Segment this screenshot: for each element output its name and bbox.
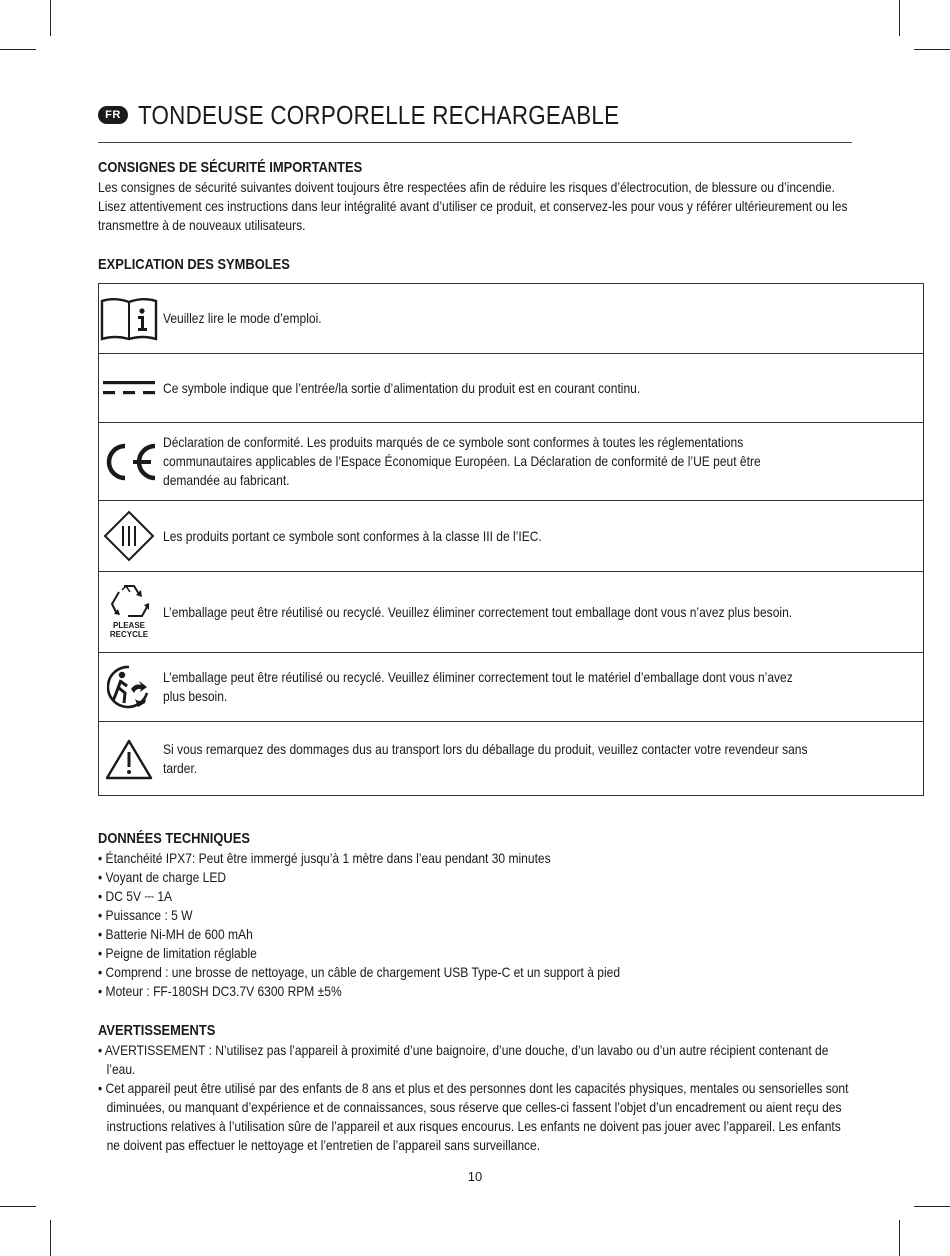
list-item: • Étanchéité IPX7: Peut être immergé jusqu’à 1 mètre dans l’eau pendant 30 minutes bbox=[98, 850, 551, 866]
warnings-heading: AVERTISSEMENTS bbox=[98, 1022, 216, 1039]
crop-mark bbox=[50, 0, 51, 36]
list-item: • Puissance : 5 W bbox=[98, 907, 193, 923]
list-item: • Voyant de charge LED bbox=[98, 869, 227, 885]
symbol-row bbox=[99, 722, 924, 796]
safety-heading: CONSIGNES DE SÉCURITÉ IMPORTANTES bbox=[98, 159, 363, 176]
symbol-description: Si vous remarquez des dommages dus au transport lors du déballage du produit, veuillez contacter votre revendeur sans tarder. bbox=[163, 740, 808, 776]
direct-current-icon bbox=[101, 378, 157, 398]
safety-paragraph: Les consignes de sécurité suivantes doivent toujours être respectées afin de réduire les risques d’électrocution, de blessure ou d’incendie. Lisez attentivement ces instructions dans leur intégralité avant d’utiliser ce produit, et conservez-les pour vous y référer ultérieurement ou les transmettre à de nouveaux utilisateurs. bbox=[98, 179, 848, 233]
symbol-row bbox=[99, 501, 924, 572]
class-iii-icon bbox=[102, 509, 156, 563]
symbol-row bbox=[99, 284, 924, 354]
recycle-label: PLEASE bbox=[112, 621, 145, 630]
list-item: • Moteur : FF-180SH DC3.7V 6300 RPM ±5% bbox=[98, 983, 342, 999]
tech-heading: DONNÉES TECHNIQUES bbox=[98, 830, 250, 847]
ce-mark-icon bbox=[99, 440, 159, 484]
symbol-description: L’emballage peut être réutilisé ou recyclé. Veuillez éliminer correctement tout le matériel d’emballage dont vous n’avez plus besoin. bbox=[163, 669, 793, 704]
symbol-row bbox=[99, 354, 924, 423]
tech-list bbox=[98, 849, 852, 1001]
read-manual-icon bbox=[99, 295, 159, 343]
crop-mark bbox=[899, 1220, 900, 1256]
list-item: • Cet appareil peut être utilisé par des enfants de 8 ans et plus et des personnes dont les capacités physiques, mentales ou sensorielles sont diminuées, ou manquant d’expérience et de connaissances, sous réserve que celles-ci fassent l’objet d’un encadrement ou aient reçu des instructions relatives à l’utilisation sûre de l’appareil et aux risques encourus. Les enfants ne doivent pas jouer avec l’appareil. Les enfants ne doivent pas effectuer le nettoyage et l’entretien de l’appareil sans surveillance. bbox=[98, 1080, 849, 1153]
crop-mark bbox=[0, 1206, 36, 1207]
language-badge: FR bbox=[98, 106, 128, 124]
symbols-table bbox=[98, 283, 924, 796]
crop-mark bbox=[50, 1220, 51, 1256]
symbol-description: Veuillez lire le mode d’emploi. bbox=[163, 310, 322, 326]
symbol-row bbox=[99, 572, 924, 653]
warnings-list bbox=[98, 1041, 852, 1155]
page-number: 10 bbox=[467, 1169, 483, 1184]
symbol-description: Déclaration de conformité. Les produits marqués de ce symbole sont conformes à toutes les réglementations communautaires applicables de l’Espace Économique Européen. La Déclaration de conformité de l’UE peut être demandée au fabricant. bbox=[163, 434, 761, 488]
list-item: • DC 5V ⎓ 1A bbox=[98, 888, 173, 904]
symbol-description: L’emballage peut être réutilisé ou recyclé. Veuillez éliminer correctement tout emballage dont vous n’avez plus besoin. bbox=[163, 603, 793, 620]
crop-mark bbox=[914, 49, 950, 50]
crop-mark bbox=[914, 1206, 950, 1207]
symbol-description: Les produits portant ce symbole sont conformes à la classe III de l’IEC. bbox=[163, 527, 542, 544]
symbols-heading: EXPLICATION DES SYMBOLES bbox=[98, 256, 290, 273]
page-title: TONDEUSE CORPORELLE RECHARGEABLE bbox=[138, 100, 620, 130]
symbol-description: Ce symbole indique que l’entrée/la sortie d’alimentation du produit est en courant continu. bbox=[163, 379, 641, 396]
crop-mark bbox=[0, 49, 36, 50]
recycle-label: RECYCLE bbox=[109, 630, 149, 639]
crop-mark bbox=[899, 0, 900, 36]
please-recycle-icon bbox=[106, 582, 152, 639]
list-item: • AVERTISSEMENT : N’utilisez pas l’appareil à proximité d’une baignoire, d’une douche, d’un lavabo ou d’un autre récipient contenant de l’eau. bbox=[98, 1042, 829, 1077]
symbol-row bbox=[99, 423, 924, 501]
page-header bbox=[98, 98, 852, 143]
list-item: • Peigne de limitation réglable bbox=[98, 945, 257, 961]
warning-icon bbox=[104, 737, 154, 781]
triman-icon bbox=[107, 663, 151, 711]
list-item: • Comprend : une brosse de nettoyage, un câble de chargement USB Type-C et un support à pied bbox=[98, 964, 621, 980]
symbol-row bbox=[99, 653, 924, 722]
recycle-arrows-icon bbox=[106, 582, 152, 622]
list-item: • Batterie Ni-MH de 600 mAh bbox=[98, 926, 253, 942]
